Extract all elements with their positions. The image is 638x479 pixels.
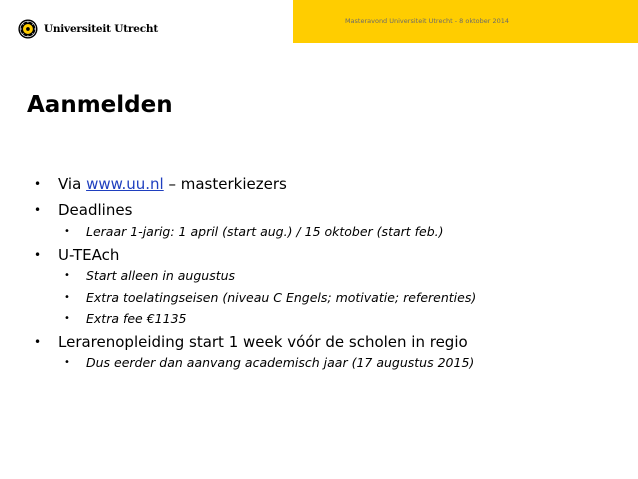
sub-bullet-text: Leraar 1-jarig: 1 april (start aug.) / 15 oktober (start feb.) [86,224,444,239]
bullet-text: Deadlines [58,201,133,219]
bullet-marker: • [34,335,42,349]
sub-bullet-text: Dus eerder dan aanvang academisch jaar (17 augustus 2015) [86,355,475,370]
bullet-text: U-TEAch [58,246,120,264]
sub-bullet-marker: • [64,292,70,303]
bullet-text-prefix: Via [58,175,87,193]
uu-website-link[interactable]: www.uu.nl [86,175,164,193]
header-text: Masteravond Universiteit Utrecht - 8 oktober 2014 [344,17,510,25]
bullet-marker: • [34,203,42,217]
sub-bullet-marker: • [64,226,70,237]
sub-bullet-text: Extra toelatingseisen (niveau C Engels; motivatie; referenties) [86,290,477,305]
sub-bullet-text: Start alleen in augustus [86,268,236,283]
sub-bullet-marker: • [64,270,70,281]
logo-text: Universiteit Utrecht [43,23,158,35]
sub-bullet-text: Extra fee €1135 [86,311,187,326]
bullet-text-suffix: – masterkiezers [163,175,287,193]
bullet-marker: • [34,248,42,262]
sub-bullet-marker: • [64,357,70,368]
bullet-text: Lerarenopleiding start 1 week vóór de scholen in regio [58,333,468,351]
bullet-text [58,175,287,193]
slide-title: Aanmelden [27,92,173,118]
bullet-marker: • [34,177,42,191]
sub-bullet-marker: • [64,313,70,324]
